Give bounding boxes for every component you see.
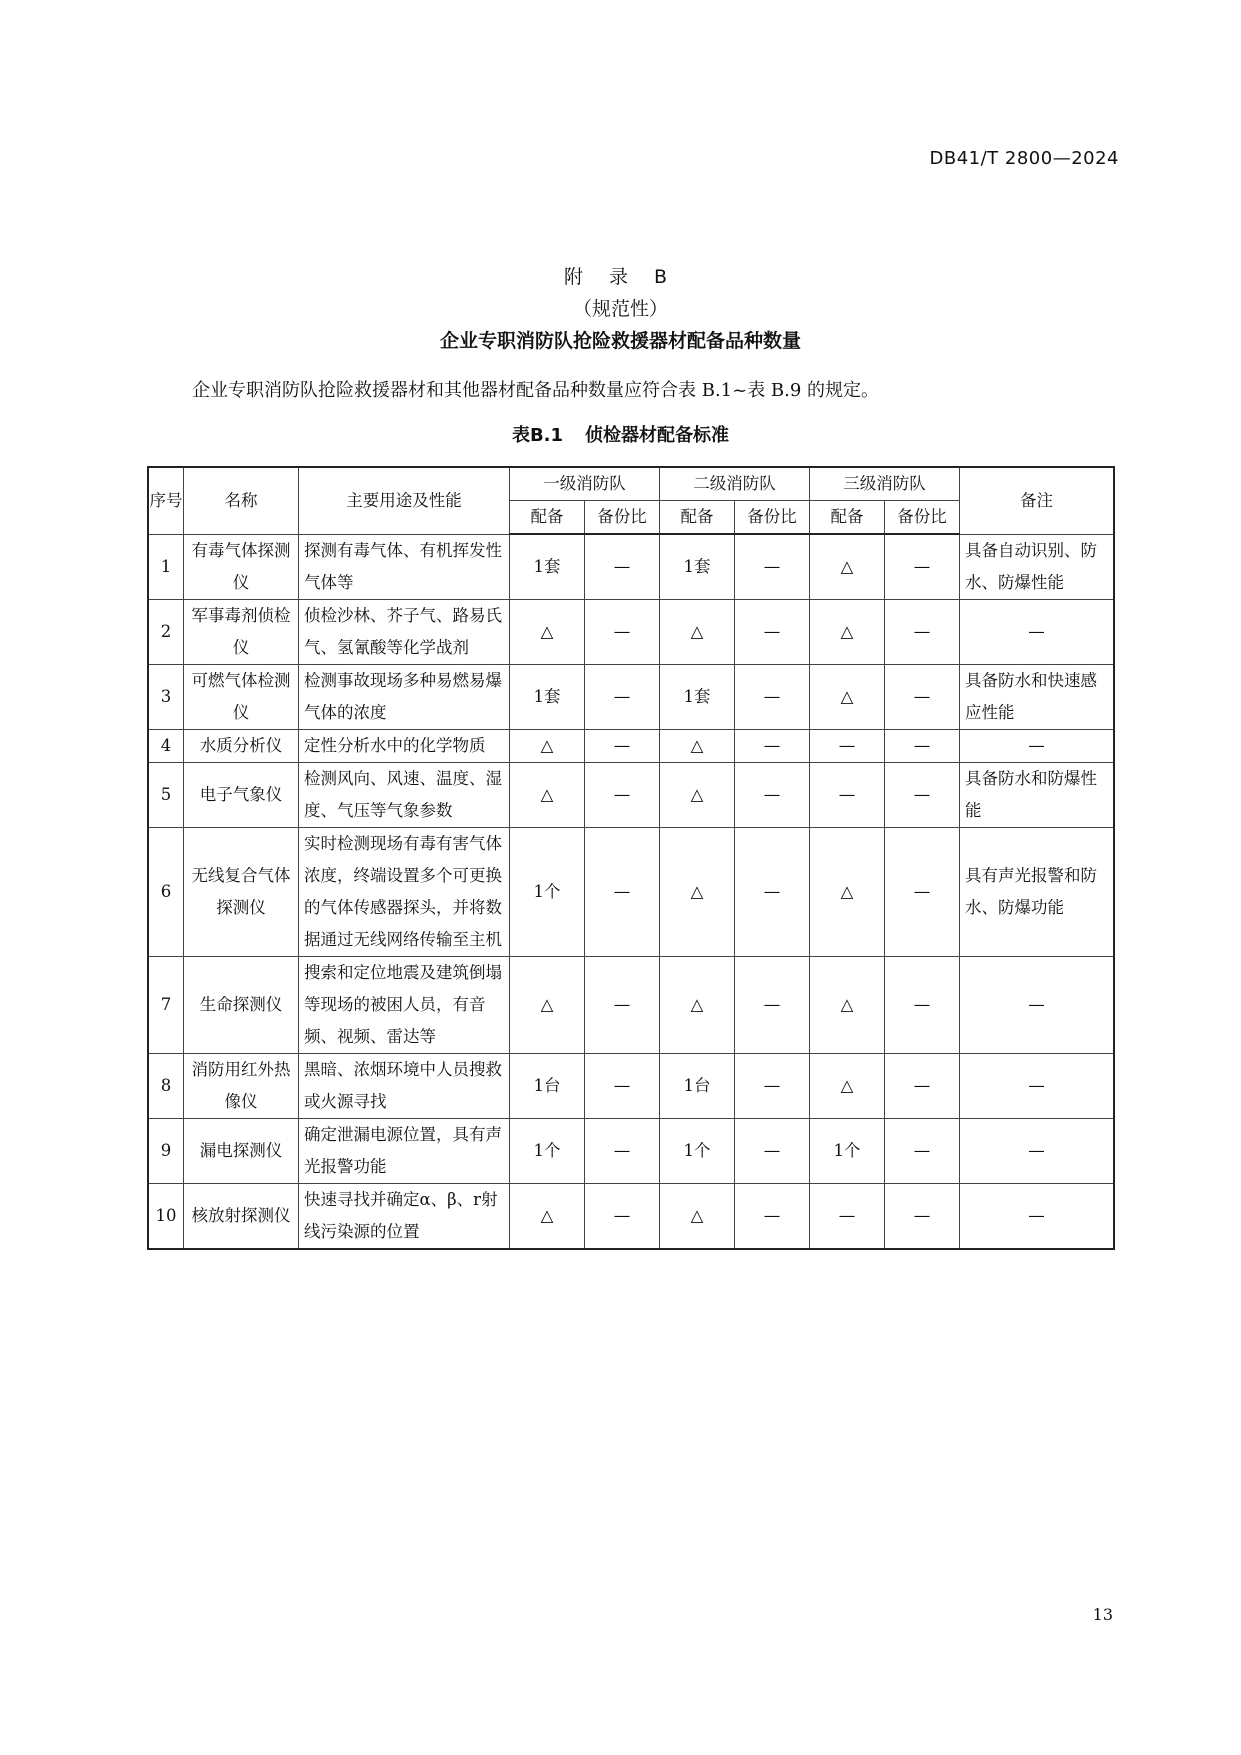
table-header-row: [148, 467, 1114, 501]
cell-level3-backup: —: [885, 956, 960, 1053]
cell-use: 探测有毒气体、有机挥发性气体等: [299, 534, 510, 599]
intro-paragraph: 企业专职消防队抢险救援器材和其他器材配备品种数量应符合表 B.1~表 B.9 的规定。: [192, 380, 880, 401]
cell-name: 有毒气体探测仪: [184, 534, 299, 599]
cell-level2-backup: —: [735, 827, 810, 956]
cell-level3-backup: —: [885, 762, 960, 827]
cell-level3-equip: —: [810, 1183, 885, 1249]
cell-name: 无线复合气体探测仪: [184, 827, 299, 956]
cell-level3-equip: △: [810, 956, 885, 1053]
cell-level2-backup: —: [735, 1053, 810, 1118]
cell-name: 漏电探测仪: [184, 1118, 299, 1183]
cell-level3-equip: 1个: [810, 1118, 885, 1183]
cell-level2-equip: 1套: [660, 534, 735, 599]
header-note: 备注: [960, 467, 1115, 534]
cell-level3-backup: —: [885, 1053, 960, 1118]
cell-level2-equip: △: [660, 1183, 735, 1249]
cell-no: 1: [148, 534, 184, 599]
table-caption: [0, 421, 1241, 447]
cell-name: 电子气象仪: [184, 762, 299, 827]
cell-level1-backup: —: [585, 599, 660, 664]
cell-level3-equip: —: [810, 729, 885, 762]
cell-note: —: [960, 956, 1115, 1053]
header-level3: 三级消防队: [810, 467, 960, 501]
cell-level1-equip: 1台: [510, 1053, 585, 1118]
cell-no: 6: [148, 827, 184, 956]
cell-name: 水质分析仪: [184, 729, 299, 762]
equipment-table: [147, 466, 1115, 1250]
cell-level3-equip: △: [810, 599, 885, 664]
cell-level1-equip: △: [510, 1183, 585, 1249]
cell-level3-backup: —: [885, 1118, 960, 1183]
cell-note: —: [960, 1118, 1115, 1183]
cell-no: 4: [148, 729, 184, 762]
cell-no: 8: [148, 1053, 184, 1118]
cell-level2-equip: △: [660, 729, 735, 762]
cell-level1-equip: △: [510, 729, 585, 762]
cell-note: 具备防水和快速感应性能: [960, 664, 1115, 729]
table-row: [148, 534, 1114, 599]
cell-level2-equip: 1台: [660, 1053, 735, 1118]
cell-use: 黑暗、浓烟环境中人员搜救或火源寻找: [299, 1053, 510, 1118]
cell-level2-backup: —: [735, 729, 810, 762]
table-row: [148, 1118, 1114, 1183]
document-code: DB41/T 2800—2024: [929, 148, 1119, 169]
table-row: [148, 1183, 1114, 1249]
cell-level2-backup: —: [735, 534, 810, 599]
table-row: [148, 664, 1114, 729]
appendix-title: 附 录 B: [563, 266, 678, 288]
page-number: 13: [1092, 1605, 1113, 1624]
cell-level2-backup: —: [735, 762, 810, 827]
cell-level2-equip: 1个: [660, 1118, 735, 1183]
cell-note: —: [960, 729, 1115, 762]
cell-level3-backup: —: [885, 664, 960, 729]
cell-level1-equip: 1套: [510, 534, 585, 599]
cell-note: —: [960, 599, 1115, 664]
cell-use: 定性分析水中的化学物质: [299, 729, 510, 762]
cell-use: 确定泄漏电源位置，具有声光报警功能: [299, 1118, 510, 1183]
cell-level3-backup: —: [885, 534, 960, 599]
cell-name: 消防用红外热像仪: [184, 1053, 299, 1118]
cell-name: 生命探测仪: [184, 956, 299, 1053]
header-no: 序号: [148, 467, 184, 534]
cell-no: 5: [148, 762, 184, 827]
cell-level3-backup: —: [885, 729, 960, 762]
appendix-name: 企业专职消防队抢险救援器材配备品种数量: [439, 330, 801, 352]
cell-no: 2: [148, 599, 184, 664]
cell-level1-equip: 1个: [510, 1118, 585, 1183]
table-caption-title: 侦检器材配备标准: [585, 425, 730, 446]
cell-name: 核放射探测仪: [184, 1183, 299, 1249]
cell-level3-equip: △: [810, 827, 885, 956]
cell-level2-equip: 1套: [660, 664, 735, 729]
table-row: [148, 599, 1114, 664]
cell-level1-equip: △: [510, 599, 585, 664]
table-caption-number: 表B.1: [511, 425, 564, 446]
cell-level2-backup: —: [735, 599, 810, 664]
header-level1-backup: 备份比: [585, 501, 660, 535]
header-level1: 一级消防队: [510, 467, 660, 501]
cell-level1-equip: △: [510, 956, 585, 1053]
cell-use: 检测风向、风速、温度、湿度、气压等气象参数: [299, 762, 510, 827]
cell-level1-backup: —: [585, 534, 660, 599]
cell-level2-equip: △: [660, 762, 735, 827]
header-level2-equip: 配备: [660, 501, 735, 535]
cell-level2-equip: △: [660, 827, 735, 956]
cell-level3-equip: △: [810, 534, 885, 599]
header-level3-equip: 配备: [810, 501, 885, 535]
cell-level1-backup: —: [585, 1053, 660, 1118]
cell-level3-equip: △: [810, 1053, 885, 1118]
table-row: [148, 1053, 1114, 1118]
appendix-type: （规范性）: [572, 298, 668, 320]
cell-use: 快速寻找并确定α、β、r射线污染源的位置: [299, 1183, 510, 1249]
header-level2: 二级消防队: [660, 467, 810, 501]
cell-level1-equip: 1套: [510, 664, 585, 729]
header-level1-equip: 配备: [510, 501, 585, 535]
table-row: [148, 762, 1114, 827]
cell-level1-backup: —: [585, 827, 660, 956]
table-body: [148, 534, 1114, 1249]
cell-level1-backup: —: [585, 1183, 660, 1249]
cell-level3-backup: —: [885, 827, 960, 956]
cell-note: —: [960, 1183, 1115, 1249]
header-use: 主要用途及性能: [299, 467, 510, 534]
cell-no: 9: [148, 1118, 184, 1183]
cell-use: 实时检测现场有毒有害气体浓度，终端设置多个可更换的气体传感器探头，并将数据通过无线网络传输至主机: [299, 827, 510, 956]
cell-use: 侦检沙林、芥子气、路易氏气、氢氰酸等化学战剂: [299, 599, 510, 664]
cell-level2-equip: △: [660, 599, 735, 664]
cell-note: —: [960, 1053, 1115, 1118]
cell-level1-backup: —: [585, 956, 660, 1053]
cell-note: 具有声光报警和防水、防爆功能: [960, 827, 1115, 956]
cell-level2-backup: —: [735, 956, 810, 1053]
cell-name: 可燃气体检测仪: [184, 664, 299, 729]
cell-level1-backup: —: [585, 664, 660, 729]
cell-no: 3: [148, 664, 184, 729]
header-level2-backup: 备份比: [735, 501, 810, 535]
cell-level1-equip: △: [510, 762, 585, 827]
cell-level3-equip: —: [810, 762, 885, 827]
cell-level3-backup: —: [885, 1183, 960, 1249]
cell-use: 搜索和定位地震及建筑倒塌等现场的被困人员，有音频、视频、雷达等: [299, 956, 510, 1053]
cell-level1-equip: 1个: [510, 827, 585, 956]
cell-name: 军事毒剂侦检仪: [184, 599, 299, 664]
cell-note: 具备自动识别、防水、防爆性能: [960, 534, 1115, 599]
cell-level2-backup: —: [735, 664, 810, 729]
header-name: 名称: [184, 467, 299, 534]
cell-level1-backup: —: [585, 1118, 660, 1183]
header-level3-backup: 备份比: [885, 501, 960, 535]
table-row: [148, 827, 1114, 956]
cell-level3-backup: —: [885, 599, 960, 664]
cell-level3-equip: △: [810, 664, 885, 729]
cell-level1-backup: —: [585, 729, 660, 762]
cell-no: 10: [148, 1183, 184, 1249]
cell-level2-backup: —: [735, 1118, 810, 1183]
cell-use: 检测事故现场多种易燃易爆气体的浓度: [299, 664, 510, 729]
cell-level2-backup: —: [735, 1183, 810, 1249]
table-row: [148, 729, 1114, 762]
cell-no: 7: [148, 956, 184, 1053]
cell-level1-backup: —: [585, 762, 660, 827]
cell-note: 具备防水和防爆性能: [960, 762, 1115, 827]
cell-level2-equip: △: [660, 956, 735, 1053]
table-row: [148, 956, 1114, 1053]
